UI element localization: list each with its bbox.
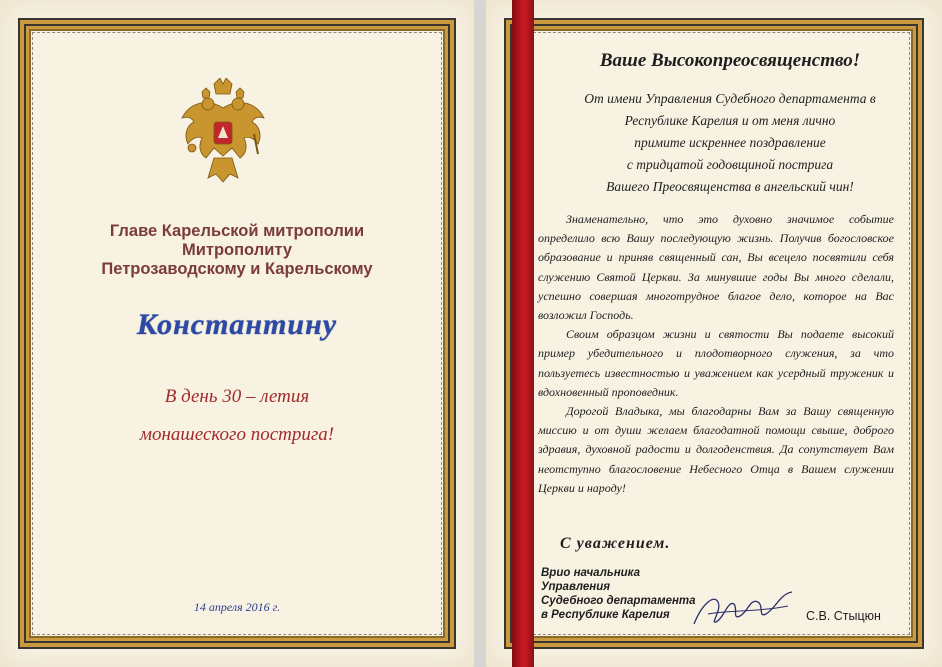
intro-line: Республике Карелия и от меня лично — [624, 113, 836, 128]
intro — [548, 88, 912, 198]
intro-line: Вашего Преосвященства в ангельский чин! — [606, 179, 854, 194]
signer-title-line: Судебного департамента — [541, 595, 696, 607]
occasion-line: В день 30 – летия — [164, 386, 310, 407]
handwritten-signature — [688, 584, 798, 634]
recipient-name: Константину — [136, 308, 338, 341]
addressee-line: Петрозаводскому и Карельскому — [101, 260, 373, 278]
body-paragraph: Своим образцом жизни и святости Вы подаете высокий пример убедительного и плодотворного служения, за что пользуетесь известностью и уважением как усердный труженик и вдохновенный проповедник. — [538, 327, 894, 399]
double-headed-eagle-icon — [178, 78, 268, 188]
signer-title-line: в Республике Карелия — [541, 609, 670, 621]
occasion — [60, 378, 414, 454]
intro-line: примите искреннее поздравление — [634, 135, 826, 150]
signer-title — [541, 566, 696, 622]
addressee-line: Митрополиту — [181, 241, 293, 259]
letter-date: 14 апреля 2016 г. — [193, 600, 281, 614]
occasion-line: монашеского пострига! — [139, 424, 335, 445]
signer-title-line: Управления — [541, 581, 611, 593]
body-paragraph: Дорогой Владыка, мы благодарны Вам за Вашу священную миссию и от души желаем благодатной помощи свыше, доброго здравия, духовной радости и долгоденствия. Да сопутствует Вам неотступно благословение Небесного Отца в Вашем служении Церкви и народу! — [538, 404, 894, 495]
addressee-line: Главе Карельской митрополии — [109, 222, 365, 240]
intro-line: с тридцатой годовщиной пострига — [626, 157, 834, 172]
page-gap — [474, 0, 486, 667]
signer-title-line: Врио начальника — [541, 567, 641, 579]
letter-body — [538, 210, 894, 498]
red-ribbon — [512, 0, 534, 667]
salutation: Ваше Высокопреосвященство! — [599, 50, 861, 71]
addressee — [60, 222, 414, 279]
body-paragraph: Знаменательно, что это духовно значимое событие определило всю Вашу последующую жизнь. Получив богословское образование и приняв священный сан, Вы всецело посвятили себя служению Святой Церкви. За минувшие годы Вы много сделали, успешно совершая многотрудное благое дело, которое на Вас возложил Господь. — [538, 212, 894, 323]
signer-name: С.В. Стыцюн — [806, 609, 881, 623]
closing-regards: С уважением. — [560, 535, 671, 552]
intro-line: От имени Управления Судебного департамента в — [584, 91, 876, 106]
